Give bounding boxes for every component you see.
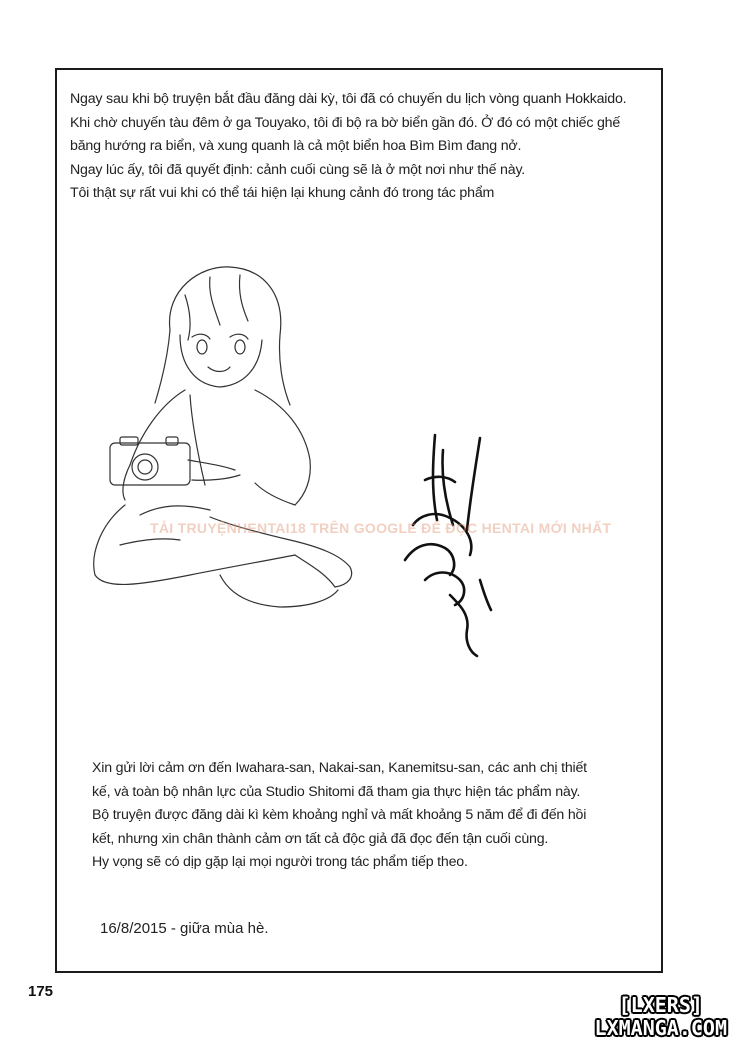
afterword-intro xyxy=(70,88,626,206)
intro-line: Tôi thật sự rất vui khi có thể tái hiện lại khung cảnh đó trong tác phẩm xyxy=(70,185,495,201)
girl-with-camera-sketch xyxy=(80,255,380,655)
watermark: TẢI TRUYỆNHENTAI18 TRÊN GOOGLE ĐỂ ĐỌC HENTAI MỚI NHẤT xyxy=(150,520,612,536)
brand-line-2: LXMANGA.COM xyxy=(594,1016,727,1040)
intro-line: Ngay lúc ấy, tôi đã quyết định: cảnh cuối cùng sẽ là ở một nơi như thế này. xyxy=(70,161,526,178)
thanks-line: Hy vọng sẽ có dịp gặp lại mọi người trong tác phẩm tiếp theo. xyxy=(92,854,468,870)
brand-line-1: [LXERS] xyxy=(618,993,703,1017)
afterword-date: 16/8/2015 - giữa mùa hè. xyxy=(100,920,269,937)
intro-line: Ngay sau khi bộ truyện bắt đầu đăng dài kỳ, tôi đã có chuyến du lịch vòng quanh Hokkaido. xyxy=(70,91,627,107)
author-signature xyxy=(395,430,505,660)
intro-line: Khi chờ chuyến tàu đêm ở ga Touyako, tôi đi bộ ra bờ biển gần đó. Ở đó có một chiếc ghế xyxy=(70,114,621,131)
thanks-line: Xin gửi lời cảm ơn đến Iwahara-san, Nakai-san, Kanemitsu-san, các anh chị thiết xyxy=(92,760,587,776)
thanks-line: kế, và toàn bộ nhân lực của Studio Shitomi đã tham gia thực hiện tác phẩm này. xyxy=(92,783,581,800)
page-number: 175 xyxy=(28,983,54,1000)
site-brand-logo xyxy=(595,994,727,1040)
intro-line: băng hướng ra biển, và xung quanh là cả một biển hoa Bìm Bìm đang nở. xyxy=(70,138,522,154)
thanks-line: kết, nhưng xin chân thành cảm ơn tất cả độc giả đã đọc đến tận cuối cùng. xyxy=(92,830,549,847)
thanks-line: Bộ truyện được đăng dài kì kèm khoảng nghỉ và mất khoảng 5 năm để đi đến hồi xyxy=(92,807,587,823)
afterword-thanks xyxy=(92,757,587,875)
